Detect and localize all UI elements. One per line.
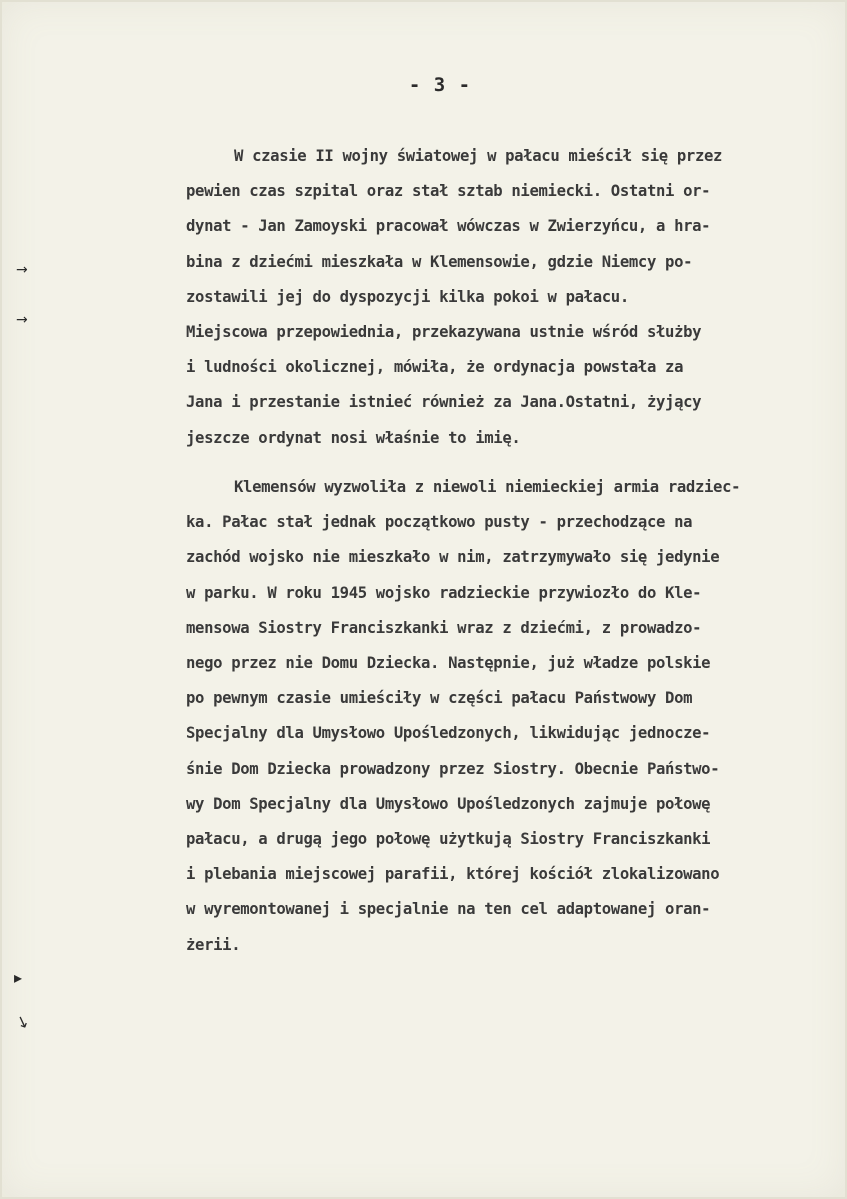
text-line: ka. Pałac stał jednak początkowo pusty - przechodzące na: [186, 513, 693, 532]
margin-triangle-mark: ▸: [14, 968, 23, 987]
text-line: jeszcze ordynat nosi właśnie to imię.: [186, 428, 521, 447]
text-line: dynat - Jan Zamoyski pracował wówczas w Zwierzyńcu, a hra-: [186, 217, 711, 236]
text-line: pałacu, a drugą jego połowę użytkują Siostry Franciszkanki: [186, 830, 711, 849]
text-line: w wyremontowanej i specjalnie na ten cel adaptowanej oran-: [186, 900, 711, 919]
text-line: zostawili jej do dyspozycji kilka pokoi w pałacu.: [186, 287, 629, 306]
text-line: Klemensów wyzwoliła z niewoli niemieckiej armia radziec-: [234, 478, 741, 496]
text-line: bina z dziećmi mieszkała w Klemensowie, gdzie Niemcy po-: [186, 252, 693, 271]
text-line: nego przez nie Domu Dziecka. Następnie, już władze polskie: [186, 654, 711, 673]
text-line: po pewnym czasie umieściły w części pałacu Państwowy Dom: [186, 689, 693, 708]
paragraph-1: [186, 139, 722, 456]
text-line: żerii.: [186, 935, 241, 954]
text-line: wy Dom Specjalny dla Umysłowo Upośledzonych zajmuje połowę: [186, 794, 711, 813]
text-line: W czasie II wojny światowej w pałacu mieścił się przez: [234, 147, 723, 165]
text-line: śnie Dom Dziecka prowadzony przez Siostry. Obecnie Państwo-: [186, 759, 720, 778]
text-line: mensowa Siostry Franciszkanki wraz z dziećmi, z prowadzo-: [186, 618, 702, 637]
margin-arrow-mark: →: [16, 262, 28, 278]
text-line: Specjalny dla Umysłowo Upośledzonych, likwidując jednocze-: [186, 724, 711, 743]
text-line: pewien czas szpital oraz stał sztab niemiecki. Ostatni or-: [186, 182, 711, 201]
text-line: i plebania miejscowej parafii, której kościół zlokalizowano: [186, 865, 720, 884]
text-line: Jana i przestanie istnieć również za Jana.Ostatni, żyjący: [186, 393, 702, 412]
page-number: - 3 -: [408, 74, 472, 96]
text-line: w parku. W roku 1945 wojsko radzieckie przywiozło do Kle-: [186, 583, 702, 602]
paragraph-2: [186, 470, 740, 963]
text-line: i ludności okolicznej, mówiła, że ordynacja powstała za: [186, 358, 684, 377]
text-line: Miejscowa przepowiednia, przekazywana ustnie wśród służby: [186, 323, 702, 342]
margin-arrow-mark: →: [16, 312, 28, 328]
margin-arrow-mark: ↘: [13, 1010, 33, 1033]
text-line: zachód wojsko nie mieszkało w nim, zatrzymywało się jedynie: [186, 548, 720, 567]
